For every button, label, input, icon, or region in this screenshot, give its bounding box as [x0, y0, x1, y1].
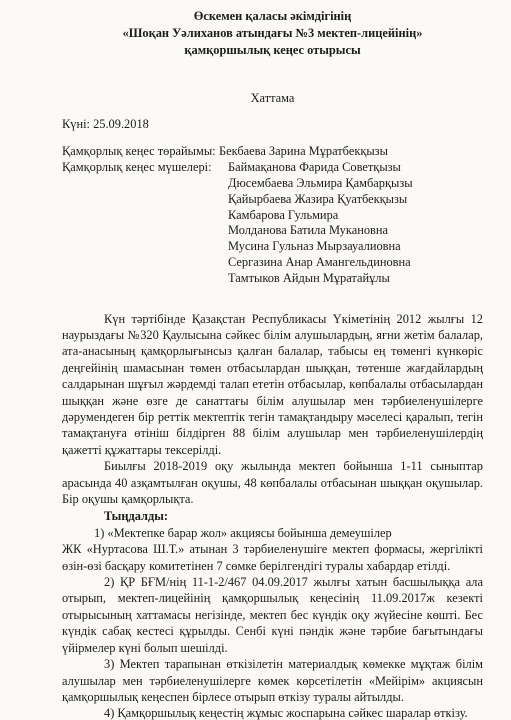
header-line-council: қамқоршылық кеңес отырысы: [184, 42, 361, 57]
member-name: Дюсембаева Эльмира Қамбарқызы: [228, 175, 413, 190]
member-name: Қайырбаева Жазира Қуатбекқызы: [228, 191, 408, 206]
chair-name: Бекбаева Зарина Мұратбекқызы: [219, 144, 388, 159]
document-body: [62, 311, 483, 720]
member-name: Тамтыков Айдын Мұратайұлы: [228, 270, 390, 285]
item-1-first-line: 1) «Мектепке барар жол» акциясы бойынша демеушілер: [94, 525, 392, 540]
statistics-paragraph: Биылғы 2018-2019 оқу жылында мектеп бойынша 1-11 сыныптар арасында 40 азқамтылған оқушы, 48 көпбалалы отбасынан шыққан оқушылар. Бір оқушы қамқорлықта.: [62, 459, 483, 507]
members-label: Қамқорлық кеңес мүшелері:: [62, 160, 212, 175]
header-line-akimat: Өскемен қаласы әкімдігінің: [193, 9, 352, 23]
members-row: [62, 160, 483, 176]
header-line-school: «Шоқан Уәлиханов атындағы №3 мектеп-лицейінің»: [122, 25, 423, 40]
item-2-text: 2) ҚР БҒМ/нің 11-1-2/467 04.09.2017 жылғы хатын басшылыққа ала отырып, мектеп-лицейінің қамқоршылық кеңесінің 11.09.2017ж кезекті отырысының хаттамасы негізінде, мектеп бес күндік оқу жүйесіне көшті. Бес күндік сабақ кестесі құрылды. Сенбі күні пәндік және тәрбие бағытындағы үйірмелер күні болып шешілді.: [62, 575, 483, 655]
chair-label: Қамқорлық кеңес төрайымы:: [62, 144, 216, 159]
committee-list: [62, 144, 483, 286]
item-1-text: ЖК «Нуртасова Ш.Т.» атынан 3 тәрбиеленушіге мектеп формасы, жергілікті өзін-өзі басқару комитетінен 7 сөмке берілгендігі туралы хабардар етілді.: [62, 542, 483, 573]
member-name: Баймақанова Фарида Советқызы: [228, 160, 401, 175]
member-name: Мусина Гульназ Мырзауалиовна: [228, 239, 401, 254]
heard-heading: Тыңдалды:: [104, 509, 169, 524]
agenda-paragraph: Күн тәртібінде Қазақстан Республикасы Үкіметінің 2012 жылғы 12 наурыздағы №320 Қаулысына сәйкес білім алушылардың, яғни жетім балалар, ата-анасының қамқорлығынсыз қалған балалар, табысы ең төменгі күнкөріс деңгейінің шамасынан төмен отбасылардан шыққан, төтенше жағдайлардың салдарынан шұғыл жәрдемді талап ететін отбасылар, көпбалалы отбасылардан шыққан және өзге де санаттағы білім алушылар мен тәрбиеленушілерге дәрумендеген бір реттік мектептік тегін тамақтандыру мәселесі қаралып, тегін тамақтануға өтініш білдірген 88 білім алушылар мен тәрбиеленушілердің қажетті құжаттары тексерілді.: [62, 311, 483, 457]
chair-row: [62, 144, 483, 160]
item-4-text: 4) Қамқоршылық кеңестің жұмыс жоспарына сәйкес шаралар өткізу.: [104, 706, 468, 720]
member-name: Молданова Батила Мукановна: [228, 223, 389, 238]
member-name: Камбарова Гульмира: [228, 207, 339, 222]
member-name: Сергазина Анар Амангельдиновна: [228, 254, 411, 269]
document-header: [62, 8, 483, 58]
meeting-date: Күні: 25.09.2018: [62, 117, 149, 132]
document-title: Хаттама: [250, 91, 295, 106]
item-3-text: 3) Мектеп тарапынан өткізілетін материалдық көмекке мұқтаж білім алушылар мен тәрбиеленушілерге көмек көрсетілетін «Мейірім» акциясын қамқоршылық кеңеспен бірлесе отырып өткізу туралы айтылды.: [62, 657, 483, 704]
